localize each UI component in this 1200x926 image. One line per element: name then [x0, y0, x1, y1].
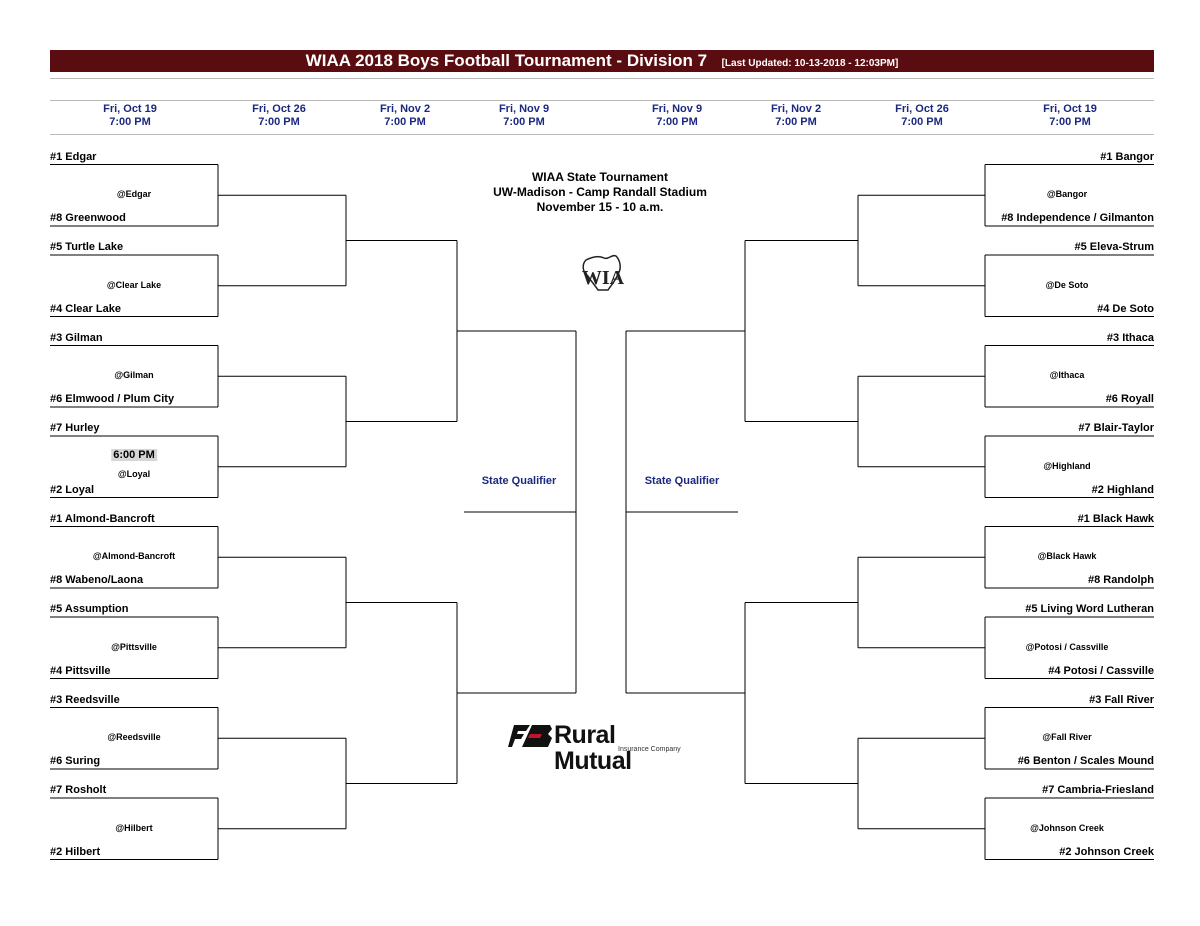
sponsor-subtitle: Insurance Company [618, 746, 681, 753]
round-date-time: 7:00 PM [901, 116, 943, 128]
game-site: @Potosi / Cassville [1025, 641, 1109, 652]
team-name: #8 Independence / Gilmanton [1001, 212, 1154, 224]
team-name: #2 Johnson Creek [1059, 845, 1154, 858]
round-date-day: Fri, Nov 9 [498, 103, 550, 115]
round-date-day: Fri, Oct 19 [103, 103, 157, 115]
team-name: #6 Elmwood / Plum City [50, 393, 175, 405]
state-tournament-date: November 15 - 10 a.m. [536, 200, 664, 214]
game-site: @Clear Lake [106, 279, 162, 290]
team-name: #7 Rosholt [50, 784, 107, 796]
round-date-day: Fri, Oct 26 [252, 103, 306, 115]
round-date-day: Fri, Nov 9 [651, 103, 703, 115]
round-date-time: 7:00 PM [1049, 116, 1091, 128]
game-site: @Bangor [1046, 189, 1088, 200]
team-name: #1 Black Hawk [1077, 512, 1154, 525]
team-name: #6 Suring [50, 755, 101, 767]
state-tournament-title: WIAA State Tournament [531, 170, 668, 184]
wiaa-logo-letters: WIA [581, 267, 625, 289]
team-name: #6 Royall [1105, 393, 1154, 405]
team-name: #5 Assumption [50, 603, 129, 615]
team-name: #4 Pittsville [50, 664, 111, 677]
round-date-time: 7:00 PM [775, 116, 817, 128]
round-date-time: 7:00 PM [384, 116, 426, 128]
game-site: @Loyal [117, 468, 151, 479]
sponsor-name: Rural Mutual [554, 721, 632, 775]
game-site: @Johnson Creek [1030, 822, 1104, 833]
team-name: #4 Potosi / Cassville [1048, 664, 1154, 677]
team-name: #4 De Soto [1097, 302, 1154, 315]
game-site: @Highland [1043, 460, 1091, 471]
team-name: #3 Ithaca [1106, 331, 1154, 344]
round-date-time: 7:00 PM [503, 116, 545, 128]
round-date-day: Fri, Nov 2 [379, 103, 431, 115]
game-time: 6:00 PM [113, 448, 155, 461]
game-site: @Fall River [1042, 732, 1092, 743]
team-name: #8 Randolph [1087, 574, 1154, 586]
game-site: @De Soto [1045, 279, 1089, 290]
game-site: @Edgar [116, 189, 152, 200]
round-date-time: 7:00 PM [109, 116, 151, 128]
team-name: #4 Clear Lake [50, 302, 121, 315]
state-tournament-info [493, 170, 707, 215]
round-date-time: 7:00 PM [656, 116, 698, 128]
team-name: #3 Fall River [1089, 693, 1154, 706]
game-site: @Black Hawk [1037, 551, 1097, 562]
team-name: #1 Edgar [50, 150, 97, 163]
team-name: #2 Highland [1091, 483, 1154, 496]
team-name: #3 Reedsville [50, 693, 120, 706]
team-name: #2 Loyal [50, 483, 95, 496]
game-site: @Hilbert [115, 822, 153, 833]
team-name: #1 Bangor [1100, 150, 1154, 163]
rural-mutual-icon [508, 725, 552, 747]
team-name: #3 Gilman [50, 331, 103, 344]
game-site: @Reedsville [107, 732, 161, 743]
last-updated: [Last Updated: 10-13-2018 - 12:03PM] [721, 58, 899, 69]
game-site: @Ithaca [1049, 370, 1085, 381]
team-name: #7 Cambria-Friesland [1042, 784, 1154, 796]
game-site: @Gilman [114, 370, 154, 381]
page-title: WIAA 2018 Boys Football Tournament - Division 7 [305, 51, 708, 70]
round-date-day: Fri, Oct 26 [895, 103, 949, 115]
team-name: #7 Blair-Taylor [1078, 422, 1154, 434]
state-qualifier-right: State Qualifier [644, 475, 720, 487]
team-name: #5 Eleva-Strum [1074, 241, 1154, 253]
team-name: #2 Hilbert [50, 845, 101, 858]
team-name: #8 Wabeno/Laona [50, 574, 144, 586]
team-name: #5 Living Word Lutheran [1025, 603, 1154, 615]
game-site: @Pittsville [111, 641, 157, 652]
team-name: #8 Greenwood [50, 212, 126, 224]
team-name: #7 Hurley [50, 422, 100, 434]
team-name: #6 Benton / Scales Mound [1017, 755, 1154, 767]
round-date-day: Fri, Nov 2 [770, 103, 822, 115]
round-date-time: 7:00 PM [258, 116, 300, 128]
team-name: #1 Almond-Bancroft [50, 512, 155, 525]
wiaa-logo [578, 250, 628, 301]
round-date-day: Fri, Oct 19 [1043, 103, 1097, 115]
team-name: #5 Turtle Lake [50, 241, 124, 253]
game-site: @Almond-Bancroft [92, 551, 176, 562]
state-qualifier-left: State Qualifier [481, 475, 557, 487]
state-tournament-venue: UW-Madison - Camp Randall Stadium [493, 185, 707, 199]
